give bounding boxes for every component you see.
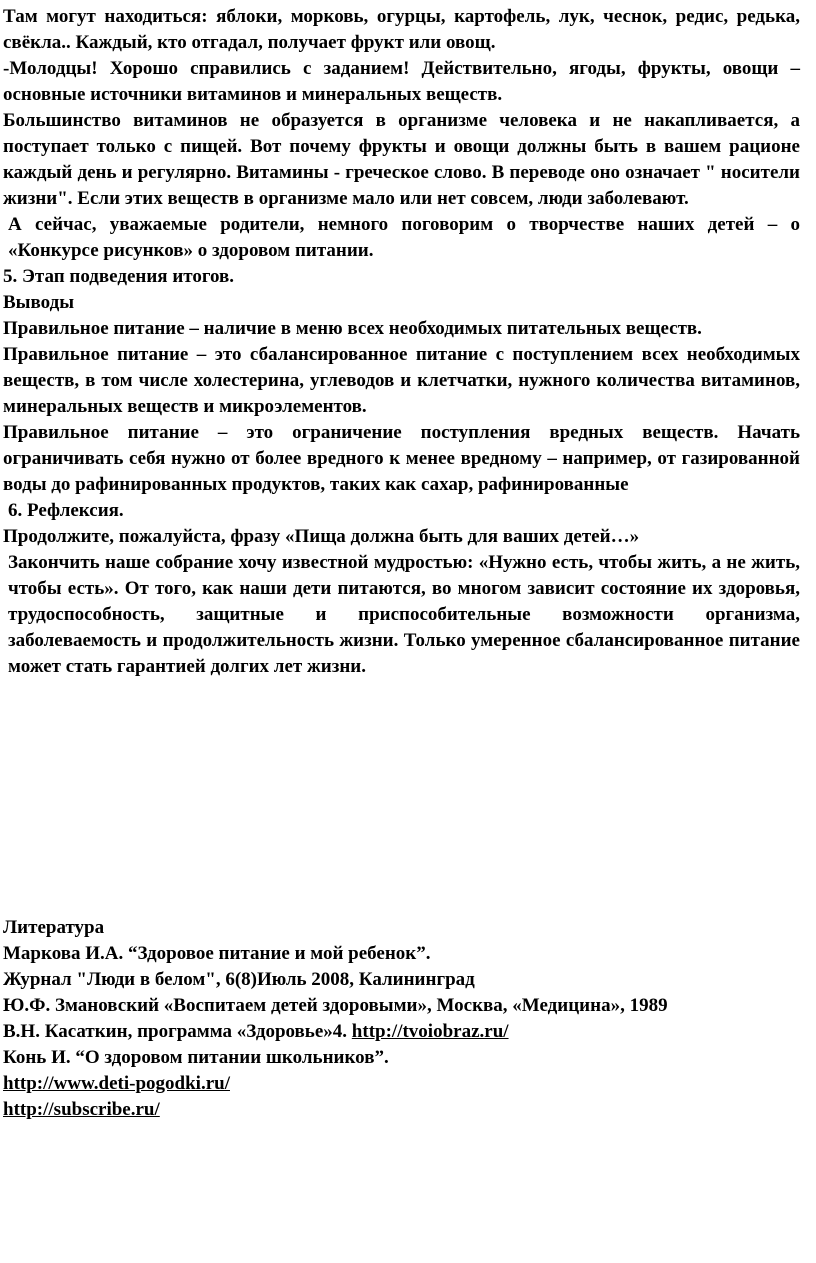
- reference-text: В.Н. Касаткин, программа «Здоровье»4.: [3, 1021, 352, 1042]
- reference-item: Маркова И.А. “Здоровое питание и мой ребенок”.: [3, 943, 431, 964]
- paragraph-praise: -Молодцы! Хорошо справились с заданием! Действительно, ягоды, фрукты, овощи – основные источники витаминов и минеральных веществ.: [3, 58, 800, 105]
- paragraph-balanced-nutrition: Правильное питание – это сбалансированное питание с поступлением всех необходимых веществ, в том числе холестерина, углеводов и клетчатки, нужного количества витаминов, минеральных веществ и микроэлементов.: [3, 344, 800, 417]
- reference-item: [3, 1097, 800, 1123]
- reference-item: Журнал "Люди в белом", 6(8)Июль 2008, Калининград: [3, 969, 475, 990]
- reference-item: [3, 1071, 800, 1097]
- reference-item: [3, 1019, 800, 1045]
- reference-link-deti-pogodki[interactable]: http://www.deti-pogodki.ru/: [3, 1073, 230, 1094]
- blank-space: [3, 680, 800, 915]
- reference-item: Конь И. “О здоровом питании школьников”.: [3, 1047, 389, 1068]
- paragraph-nutrition-definition: Правильное питание – наличие в меню всех необходимых питательных веществ.: [3, 318, 702, 339]
- conclusions-label: Выводы: [3, 292, 75, 313]
- section-heading-reflection: 6. Рефлексия.: [8, 500, 124, 521]
- reference-link-tvoiobraz[interactable]: http://tvoiobraz.ru/: [351, 1021, 509, 1042]
- paragraph-vegetables: Там могут находиться: яблоки, морковь, огурцы, картофель, лук, чеснок, редис, редька, свёкла.. Каждый, кто отгадал, получает фрукт или овощ.: [3, 6, 800, 53]
- section-heading-summary: 5. Этап подведения итогов.: [3, 266, 235, 287]
- paragraph-continue-phrase: Продолжите, пожалуйста, фразу «Пища должна быть для ваших детей…»: [3, 526, 640, 547]
- paragraph-harmful-limits: Правильное питание – это ограничение поступления вредных веществ. Начать ограничивать себя нужно от более вредного к менее вредному – например, от газированной воды до рафинированных продуктов, таких как сахар, рафинированные: [3, 422, 800, 495]
- paragraph-vitamins: Большинство витаминов не образуется в организме человека и не накапливается, а поступает только с пищей. Вот почему фрукты и овощи должны быть в вашем рационе каждый день и регулярно. Витамины - греческое слово. В переводе оно означает " носители жизни". Если этих веществ в организме мало или нет совсем, люди заболевают.: [3, 110, 800, 209]
- reference-link-subscribe[interactable]: http://subscribe.ru/: [3, 1099, 160, 1120]
- paragraph-drawing-contest: А сейчас, уважаемые родители, немного поговорим о творчестве наших детей – о «Конкурсе рисунков» о здоровом питании.: [8, 214, 800, 261]
- references-list: [3, 915, 800, 1123]
- reference-item: Ю.Ф. Змановский «Воспитаем детей здоровыми», Москва, «Медицина», 1989: [3, 995, 668, 1016]
- references-title: Литература: [3, 917, 105, 938]
- paragraph-closing: Закончить наше собрание хочу известной мудростью: «Нужно есть, чтобы жить, а не жить, чтобы есть». От того, как наши дети питаются, во многом зависит состояние их здоровья, трудоспособность, защитные и приспособительные возможности организма, заболеваемость и продолжительность жизни. Только умеренное сбалансированное питание может стать гарантией долгих лет жизни.: [8, 552, 800, 677]
